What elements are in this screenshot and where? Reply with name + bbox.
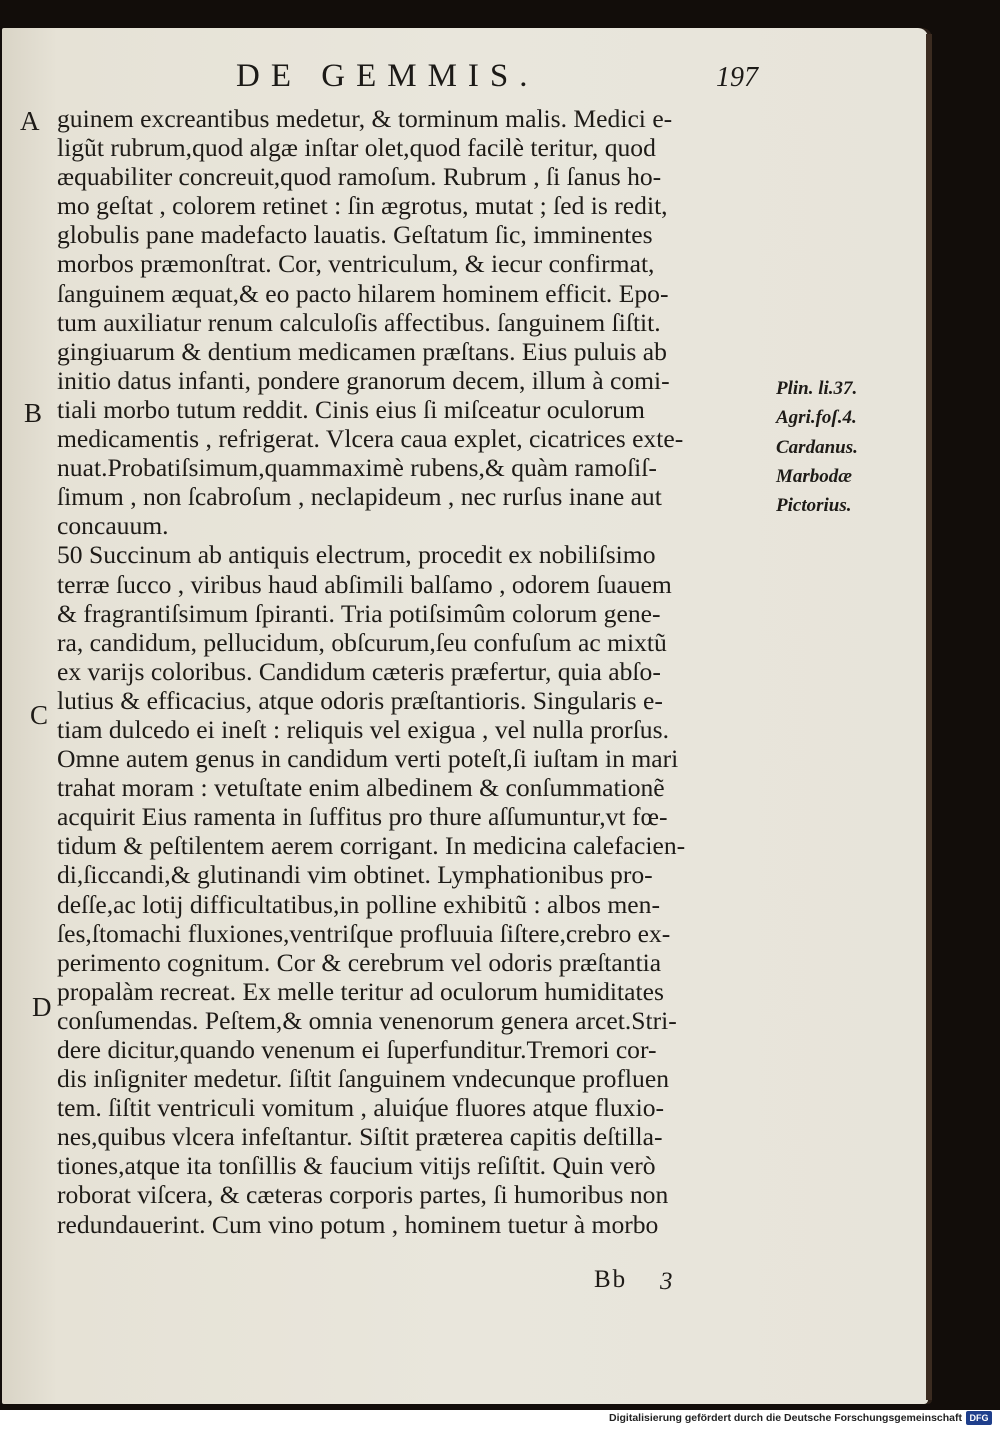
text-line: nes,quibus vlcera infeſtantur. Siſtit præterea capitis deſtilla- [57, 1122, 663, 1152]
section-letter-b: B [24, 398, 43, 428]
text-line: perimento cognitum. Cor & cerebrum vel odoris præſtantia [57, 947, 662, 977]
text-line: mo geſtat , colorem retinet : ſin ægrotus, mutat ; ſed is redit, [57, 191, 668, 221]
text-line: ſanguinem æquat,& eo pacto hilarem hominem efficit. Epo- [57, 278, 669, 308]
text-line: guinem excreantibus medetur, & torminum malis. Medici e- [57, 104, 673, 133]
text-line: tem. ſiſtit ventriculi vomitum , aluiq́ue fluores atque fluxio- [57, 1093, 665, 1123]
marginal-notes [776, 374, 858, 520]
marginal-note: Cardanus. [776, 436, 858, 458]
text-line: ſimum , non ſcabroſum , neclapideum , nec rurſus inane aut [57, 482, 662, 512]
text-line: propalàm recreat. Ex melle teritur ad oculorum humiditates [57, 976, 664, 1006]
text-line: terræ ſucco , viribus haud abſimili balſamo , odorem ſuauem [57, 569, 672, 599]
text-line: medicamentis , refrigerat. Vlcera caua explet, cicatrices exte- [57, 424, 684, 454]
text-line: concauum. [57, 511, 169, 541]
text-line: tiali morbo tutum reddit. Cinis eius ſi miſceatur oculorum [57, 394, 645, 424]
dfg-logo: DFG [966, 1411, 992, 1425]
text-line: æquabiliter concreuit,quod ramoſum. Rubrum , ſi ſanus ho- [57, 162, 662, 192]
marginal-note: Marbodæ [776, 465, 853, 487]
text-line: lutius & efficacius, atque odoris præſtantioris. Singularis e- [57, 685, 663, 715]
marginal-note: Agri.foſ.4. [776, 407, 857, 429]
page-edge [926, 34, 932, 1400]
text-line: initio datus infanti, pondere granorum decem, illum à comi- [57, 365, 670, 395]
marginal-note: Plin. li.37. [776, 378, 858, 399]
text-line: ra, candidum, pellucidum, obſcurum,ſeu confuſum ac mixtũ [57, 627, 667, 657]
text-line: ſes,ſtomachi fluxiones,ventriſque profluuia ſiſtere,crebro ex- [57, 918, 671, 948]
text-line: tiones,atque ita tonſillis & faucium vitijs reſiſtit. Quin verò [57, 1151, 656, 1181]
marginal-note: Pictorius. [776, 495, 852, 517]
text-line: nuat.Probatiſsimum,quammaximè rubens,& quàm ramoſiſ- [57, 453, 657, 483]
text-line: dere dicitur,quando venenum ei ſuperfunditur.Tremori cor- [57, 1035, 657, 1064]
text-line: & fragrantiſsimum ſpiranti. Tria potiſsimûm colorum gene- [57, 598, 661, 628]
text-line: gingiuarum & dentium medicamen præſtans. Eius puluis ab [57, 336, 667, 366]
text-line: ligũt rubrum,quod algæ inſtar olet,quod facilè teritur, quod [57, 133, 656, 163]
text-line: trahat moram : vetuſtate enim albedinem & conſummationẽ [57, 773, 665, 803]
text-line: conſumendas. Peſtem,& omnia venenorum genera arcet.Stri- [57, 1005, 677, 1035]
leaf-number: 3 [660, 1268, 673, 1295]
section-letter-d: D [32, 992, 52, 1022]
text-line: acquirit Eius ramenta in ſuffitus pro thure aſſumuntur,vt fœ- [57, 802, 668, 832]
text-line: deſſe,ac lotij difficultatibus,in polline exhibitũ : albos men- [57, 889, 660, 919]
text-line: 50 Succinum ab antiquis electrum, procedit ex nobiliſsimo [57, 540, 656, 570]
section-letter-a: A [20, 106, 40, 136]
text-line: Omne autem genus in candidum verti poteſt,ſi iuſtam in mari [57, 744, 679, 774]
text-line: redundauerint. Cum vino potum , hominem tuetur à morbo [57, 1209, 659, 1239]
text-line: roborat viſcera, & cæteras corporis partes, ſi humoribus non [57, 1180, 669, 1210]
body-text [57, 104, 777, 1239]
text-line: morbos præmonſtrat. Cor, ventriculum, & iecur confirmat, [57, 249, 655, 279]
text-line: tum auxiliatur renum calculoſis affectibus. ſanguinem ſiſtit. [57, 307, 661, 337]
text-line: tiam dulcedo ei ineſt : reliquis vel exigua , vel nulla prorſus. [57, 714, 669, 744]
funding-credit: Digitalisierung gefördert durch die Deutsche Forschungsgemeinschaft [609, 1412, 962, 1424]
page-number: 197 [716, 62, 758, 93]
signature-mark: Bb [594, 1266, 628, 1293]
text-line: ex varijs coloribus. Candidum cæteris præfertur, quia abſo- [57, 656, 661, 686]
running-title: DE GEMMIS. [236, 58, 539, 94]
text-line: di,ſiccandi,& glutinandi vim obtinet. Lymphationibus pro- [57, 860, 653, 890]
text-line: tidum & peſtilentem aerem corrigant. In medicina calefacien- [57, 831, 686, 861]
text-line: dis inſigniter medetur. ſiſtit ſanguinem vndecunque profluen [57, 1064, 669, 1094]
text-line: globulis pane madefacto lauatis. Geſtatum ſic, imminentes [57, 220, 653, 250]
section-letter-c: C [30, 700, 49, 730]
